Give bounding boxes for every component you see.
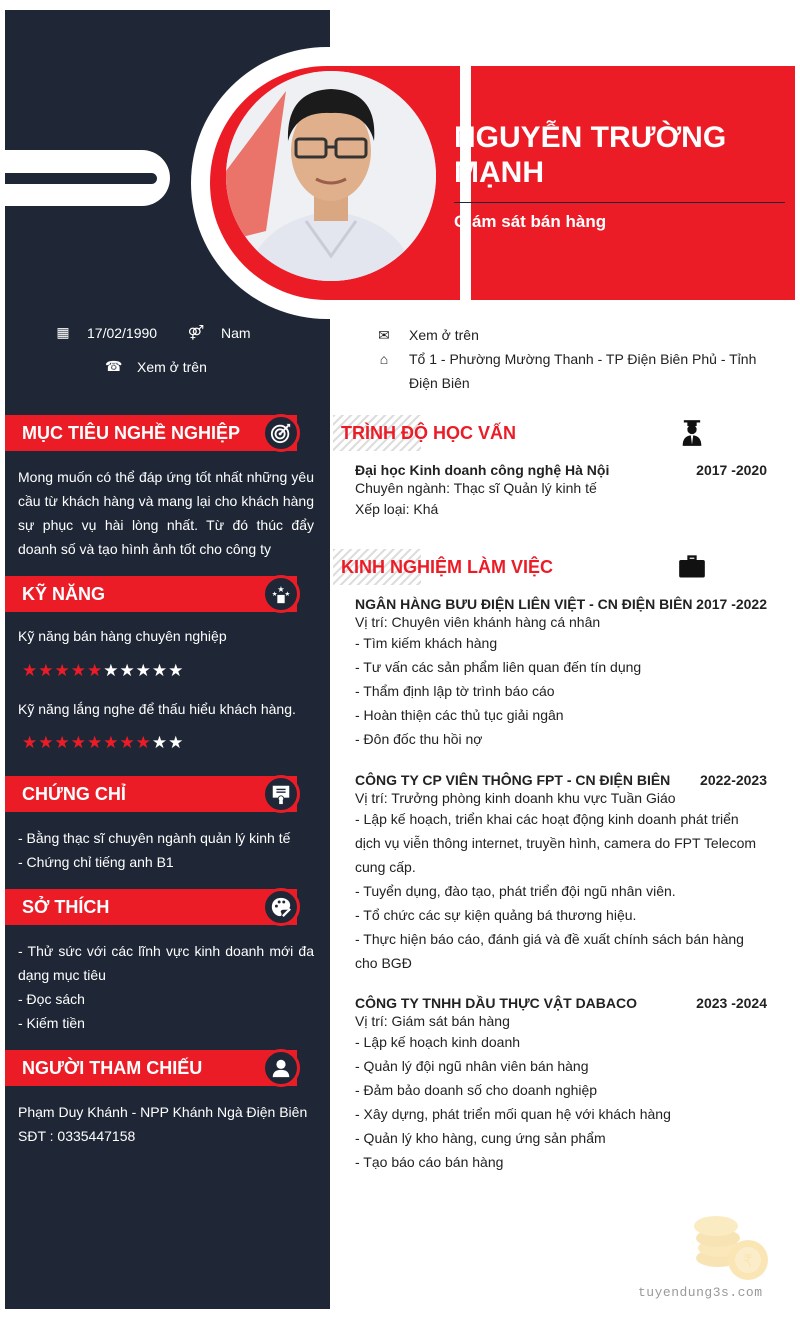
gender-row — [187, 324, 251, 341]
skill-label: Kỹ năng lắng nghe để thấu hiểu khách hàng. — [18, 701, 296, 717]
section-title: KỸ NĂNG — [22, 584, 106, 604]
address-value: Tổ 1 - Phường Mường Thanh - TP Điện Biên Phủ - Tỉnh Điện Biên — [409, 351, 757, 391]
hobby-item: - Kiếm tiền — [18, 1015, 85, 1031]
email-value: Xem ở trên — [409, 327, 479, 343]
watermark: tuyendung3s.com — [638, 1285, 763, 1300]
star-icon: ★★★★★ — [103, 661, 185, 680]
svg-text:★: ★ — [284, 590, 291, 598]
experience-entry — [355, 994, 767, 1174]
decorative-pill-inner — [5, 173, 157, 184]
envelope-icon: ✉ — [378, 327, 390, 343]
duty-item: - Tạo báo cáo bán hàng — [355, 1154, 504, 1170]
duty-item: - Thực hiện báo cáo, đánh giá và đề xuất chính sách bán hàng cho BGĐ — [355, 931, 744, 971]
certificate-item: - Chứng chỉ tiếng anh B1 — [18, 854, 174, 870]
avatar — [226, 71, 436, 281]
avatar-portrait-icon — [226, 71, 436, 281]
skills-icon — [262, 575, 300, 613]
palette-icon — [262, 888, 300, 926]
education-major: Chuyên ngành: Thạc sĩ Quản lý kinh tế — [355, 480, 597, 496]
gender-value: Nam — [221, 324, 251, 341]
phone-value: Xem ở trên — [137, 358, 207, 375]
company-name: NGÂN HÀNG BƯU ĐIỆN LIÊN VIỆT - CN ĐIỆN BIÊN — [355, 596, 693, 612]
dob-value: 17/02/1990 — [87, 324, 158, 341]
star-icon: ★★★★★ — [22, 661, 104, 680]
svg-text:₹: ₹ — [742, 1253, 754, 1270]
duty-item: - Tuyển dụng, đào tạo, phát triển đội ngũ nhân viên. — [355, 883, 676, 899]
experience-period: 2022-2023 — [700, 772, 767, 788]
duty-item: - Lập kế hoạch kinh doanh — [355, 1034, 521, 1050]
duty-item: - Lập kế hoạch, triển khai các hoạt động kinh doanh phát triển dịch vụ viễn thông internet, truyền hình, camera do FPT Telecom cung cấp. — [355, 811, 757, 875]
section-header-references — [5, 1050, 297, 1086]
education-entry — [355, 461, 767, 521]
dob-row — [55, 324, 157, 341]
school-name: Đại học Kinh doanh công nghệ Hà Nội — [355, 462, 610, 478]
position: Vị trí: Giám sát bán hàng — [355, 1013, 510, 1029]
star-icon: ★★★★★★★★ — [22, 733, 152, 752]
name-divider — [454, 202, 785, 203]
user-icon — [262, 1049, 300, 1087]
address-row — [379, 347, 769, 395]
skill-label: Kỹ năng bán hàng chuyên nghiệp — [18, 628, 227, 644]
email-row — [378, 323, 769, 347]
reference-item: Phạm Duy Khánh - NPP Khánh Ngà Điện Biên — [18, 1104, 308, 1120]
section-header-experience — [333, 549, 693, 585]
objective-text: Mong muốn có thể đáp ứng tốt nhất những yêu cầu từ khách hàng và mang lại cho khách hàng sự phục vụ hài lòng nhất. Từ đó thúc đẩy doanh số và tạo hình ảnh tốt cho công ty — [18, 469, 314, 557]
education-grade: Xếp loại: Khá — [355, 501, 439, 517]
experience-period: 2023 -2024 — [696, 995, 767, 1011]
duty-item: - Quản lý đội ngũ nhân viên bán hàng — [355, 1058, 589, 1074]
target-icon — [262, 414, 300, 452]
svg-text:★: ★ — [277, 585, 285, 595]
hobby-item: - Đọc sách — [18, 991, 85, 1007]
calendar-icon: ▦ — [56, 324, 70, 340]
experience-period: 2017 -2022 — [696, 596, 767, 612]
duty-item: - Tư vấn các sản phẩm liên quan đến tín dụng — [355, 659, 642, 675]
duty-item: - Hoàn thiện các thủ tục giải ngân — [355, 707, 564, 723]
section-header-certificates — [5, 776, 297, 812]
section-title: MỤC TIÊU NGHỀ NGHIỆP — [22, 423, 241, 443]
gender-icon: ⚤ — [187, 324, 205, 340]
section-title: TRÌNH ĐỘ HỌC VẤN — [341, 423, 516, 443]
skill-rating — [22, 661, 184, 681]
skill-rating — [22, 733, 184, 753]
section-header-hobbies — [5, 889, 297, 925]
reference-item: SĐT : 0335447158 — [18, 1128, 136, 1144]
section-header-education — [333, 415, 693, 451]
duty-item: - Đảm bảo doanh số cho doanh nghiệp — [355, 1082, 598, 1098]
duty-item: - Tổ chức các sự kiện quảng bá thương hiệu. — [355, 907, 637, 923]
phone-row — [105, 358, 207, 375]
duty-item: - Tìm kiếm khách hàng — [355, 635, 498, 651]
certificate-icon — [262, 775, 300, 813]
section-title: SỞ THÍCH — [22, 897, 110, 917]
company-name: CÔNG TY TNHH DẦU THỰC VẬT DABACO — [355, 995, 638, 1011]
certificate-item: - Bằng thạc sĩ chuyên ngành quản lý kinh tế — [18, 830, 291, 846]
svg-text:★: ★ — [271, 590, 278, 598]
experience-entry — [355, 595, 767, 751]
company-name: CÔNG TY CP VIÊN THÔNG FPT - CN ĐIỆN BIÊN — [355, 772, 671, 788]
briefcase-icon — [678, 553, 706, 581]
position: Vị trí: Trưởng phòng kinh doanh khu vực Tuần Giáo — [355, 790, 676, 806]
duty-item: - Đôn đốc thu hồi nợ — [355, 731, 483, 747]
position: Vị trí: Chuyên viên khánh hàng cá nhân — [355, 614, 601, 630]
home-icon: ⌂ — [379, 351, 389, 367]
coins-icon — [690, 1208, 770, 1288]
graduate-icon — [678, 419, 706, 447]
duty-item: - Xây dựng, phát triển mối quan hệ với khách hàng — [355, 1106, 671, 1122]
job-title: Giám sát bán hàng — [454, 212, 607, 231]
candidate-name: NGUYỄN TRƯỜNG MẠNH — [454, 121, 727, 189]
section-header-objective — [5, 415, 297, 451]
section-title: KINH NGHIỆM LÀM VIỆC — [341, 557, 554, 577]
experience-entry — [355, 771, 767, 975]
education-period: 2017 -2020 — [696, 462, 767, 478]
section-header-skills — [5, 576, 297, 612]
phone-icon: ☎ — [105, 358, 123, 374]
star-icon: ★★ — [151, 733, 185, 752]
duty-item: - Quản lý kho hàng, cung ứng sản phẩm — [355, 1130, 606, 1146]
hobby-item: - Thử sức với các lĩnh vực kinh doanh mới đa dạng mục tiêu — [18, 943, 314, 983]
duty-item: - Thẩm định lập tờ trình báo cáo — [355, 683, 555, 699]
section-title: NGƯỜI THAM CHIẾU — [22, 1058, 203, 1078]
section-title: CHỨNG CHỈ — [22, 784, 126, 804]
